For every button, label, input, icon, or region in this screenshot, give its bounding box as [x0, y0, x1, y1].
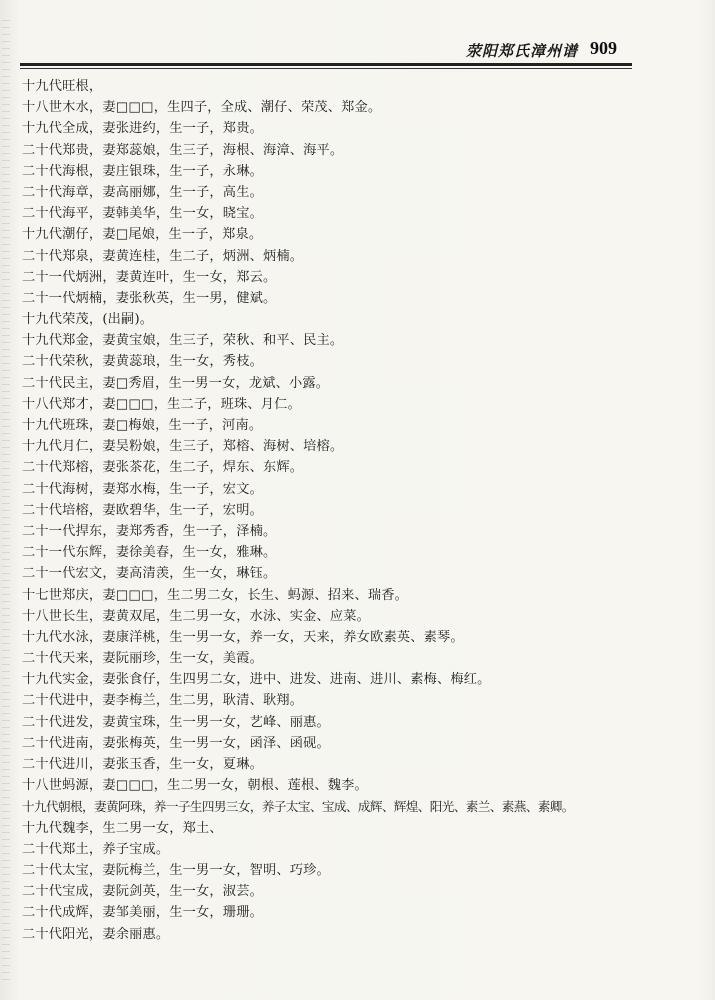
entry-line: 二十代海平，妻韩美华，生一女，晓宝。 [22, 206, 263, 222]
entry-line: 二十一代东辉，妻徐美春，生一女，雅琳。 [22, 545, 277, 561]
entry-line: 二十代天来，妻阮丽珍，生一女，美霞。 [22, 651, 263, 667]
page-number: 909 [590, 38, 617, 58]
entry-line: 二十代郑泉，妻黄连桂，生二子，炳洲、炳楠。 [22, 248, 304, 264]
entry-line: 二十代海根，妻庄银珠，生一子，永琳。 [22, 163, 263, 179]
entry-line: 二十一代捍东，妻郑秀香，生一子，泽楠。 [22, 523, 277, 539]
entry-line: 十九代实金，妻张食仔，生四男二女，进中、进发、进南、进川、素梅、梅红。 [22, 672, 491, 688]
entry-line: 十九代朝根，妻黄阿珠，养一子生四男三女，养子太宝、宝成、成辉、辉煌、阳光、素兰、素燕、素卿。 [22, 799, 574, 815]
scan-edge [2, 20, 10, 980]
entry-line: 十七世郑庆，妻□□□，生二男二女，长生、蚂源、招来、瑞香。 [22, 587, 409, 603]
entry-line: 二十代进中，妻李梅兰，生二男，耿清、耿翔。 [22, 693, 304, 709]
entry-line: 十九代旺根， [22, 79, 103, 94]
entry-line: 二十代进南，妻张梅英，生一男一女，函泽、函砚。 [22, 735, 330, 751]
header-title: 荥阳郑氏漳州谱 [466, 42, 579, 60]
entry-line: 二十代民主，妻□秀眉，生一男一女，龙斌、小露。 [22, 375, 330, 391]
entry-line: 十八世木水，妻□□□，生四子，全成、潮仔、荣茂、郑金。 [22, 100, 382, 116]
entry-line: 二十代荣秋，妻黄蕊琅，生一女，秀枝。 [22, 354, 263, 370]
entry-line: 十九代全成，妻张进约，生一子，郑贵。 [22, 121, 263, 137]
entry-line: 十八世蚂源，妻□□□，生二男一女，朝根、莲根、魏李。 [22, 778, 368, 794]
entry-line: 二十代进发，妻黄宝珠，生一男一女，艺峰、丽惠。 [22, 714, 330, 730]
entry-line: 二十一代炳楠，妻张秋英，生一男，健斌。 [22, 290, 277, 306]
header-rule-thin [20, 68, 632, 69]
entry-line: 二十代太宝，妻阮梅兰，生一男一女，智明、巧珍。 [22, 862, 330, 878]
entry-line: 十八代郑才，妻□□□，生二子，班珠、月仁。 [22, 396, 301, 412]
entry-line: 十九代潮仔，妻□尾娘，生一子，郑泉。 [22, 227, 263, 243]
entry-line: 十九代月仁，妻吴粉娘，生三子，郑榕、海树、培榕。 [22, 439, 344, 455]
entry-line: 十九代魏李，生二男一女，郑土、 [22, 820, 223, 836]
entry-line: 二十代海章，妻高丽娜，生一子，高生。 [22, 184, 263, 200]
entry-line: 二十代郑贵，妻郑蕊娘，生三子，海根、海漳、海平。 [22, 142, 344, 158]
entry-line: 二十代培榕，妻欧碧华，生一子，宏明。 [22, 502, 263, 518]
entry-line: 二十代海树，妻郑水梅，生一子，宏文。 [22, 481, 263, 497]
entry-line: 二十代宝成，妻阮剑英，生一女，淑芸。 [22, 884, 263, 900]
entry-line: 十九代荣茂，(出嗣)。 [22, 312, 154, 328]
entry-line: 二十一代宏文，妻高清羡，生一女，琳钰。 [22, 566, 277, 582]
entry-line: 二十一代炳洲，妻黄连叶，生一女，郑云。 [22, 269, 277, 285]
entry-line: 十九代郑金，妻黄宝娘，生三子，荣秋、和平、民主。 [22, 333, 344, 349]
entry-line: 二十代郑榕，妻张茶花，生二子，焊东、东辉。 [22, 460, 304, 476]
entry-line: 十八世长生，妻黄双尾，生二男一女，水泳、实金、应菜。 [22, 608, 371, 624]
entry-line: 二十代阳光，妻余丽惠。 [22, 926, 170, 942]
header-rule-thick [20, 63, 632, 66]
entry-line: 二十代成辉，妻邹美丽，生一女，珊珊。 [22, 905, 263, 921]
running-header [440, 38, 640, 64]
entry-line: 二十代进川，妻张玉香，生一女，夏琳。 [22, 757, 263, 772]
genealogy-entries [22, 76, 702, 945]
entry-line: 二十代郑土，养子宝成。 [22, 841, 170, 857]
entry-line: 十九代班珠，妻□梅娘，生一子，河南。 [22, 418, 263, 433]
entry-line: 十九代水泳，妻康洋桃，生一男一女，养一女，天来，养女欧素英、素琴。 [22, 629, 464, 645]
